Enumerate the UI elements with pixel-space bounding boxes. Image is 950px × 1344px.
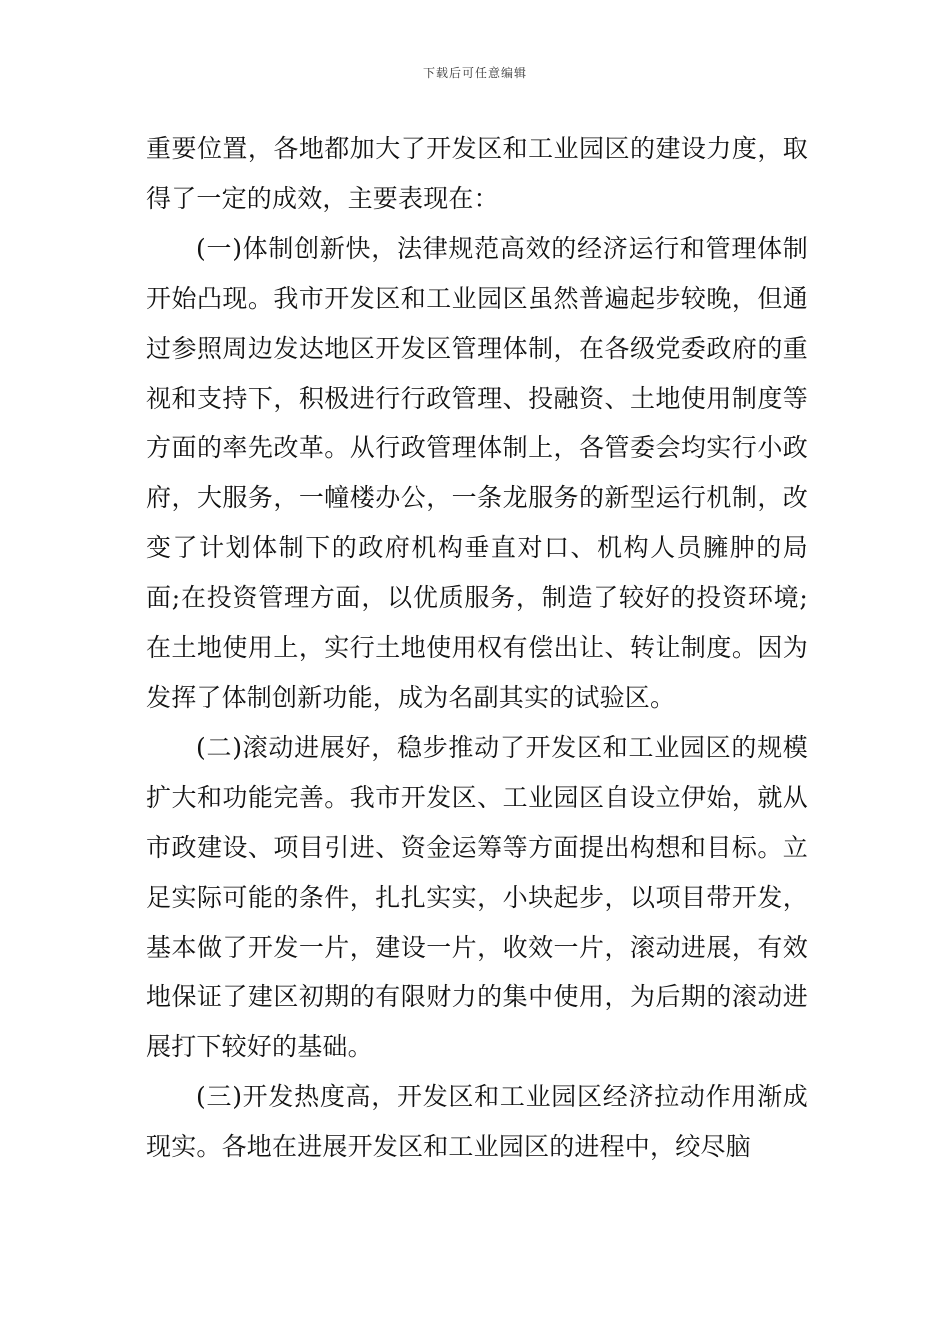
page-header: 下载后可任意编辑 [422,66,527,80]
document-body [146,124,808,1172]
paragraph-section-3: (三)开发热度高，开发区和工业园区经济拉动作用渐成现实。各地在进展开发区和工业园区的进程中，绞尽脑 [146,1082,808,1162]
paragraph-continuation: 重要位置，各地都加大了开发区和工业园区的建设力度，取得了一定的成效，主要表现在： [146,134,808,213]
paragraph-section-1: (一)体制创新快，法律规范高效的经济运行和管理体制开始凸现。我市开发区和工业园区虽然普遍起步较晚，但通过参照周边发达地区开发区管理体制，在各级党委政府的重视和支持下，积极进行行政管理、投融资、土地使用制度等方面的率先改革。从行政管理体制上，各管委会均实行小政府，大服务，一幢楼办公，一条龙服务的新型运行机制，改变了计划体制下的政府机构垂直对口、机构人员臃肿的局面;在投资管理方面，以优质服务，制造了较好的投资环境;在土地使用上，实行土地使用权有偿出让、转让制度。因为发挥了体制创新功能，成为名副其实的试验区。 [146,233,808,712]
paragraph-section-2: (二)滚动进展好，稳步推动了开发区和工业园区的规模扩大和功能完善。我市开发区、工业园区自设立伊始，就从市政建设、项目引进、资金运筹等方面提出构想和目标。立足实际可能的条件，扎扎实实，小块起步，以项目带开发，基本做了开发一片，建设一片，收效一片，滚动进展，有效地保证了建区初期的有限财力的集中使用，为后期的滚动进展打下较好的基础。 [146,732,808,1062]
